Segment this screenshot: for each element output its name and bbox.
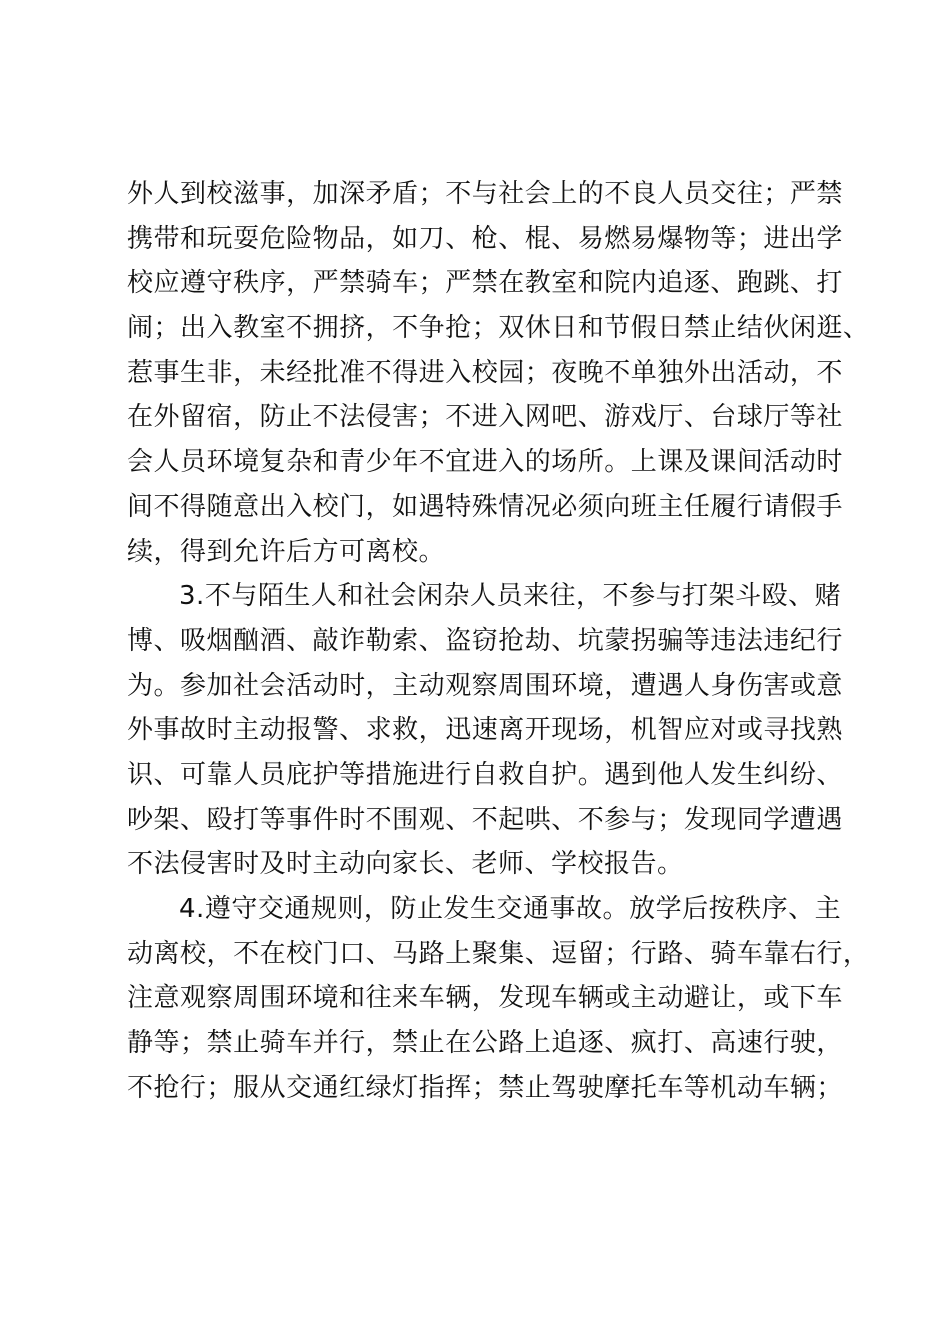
- text-line: 校 应 遵 守 秩 序 ， 严 禁 骑 车 ； 严 禁 在 教 室 和 院 内 追 逐 、 跑 跳 、 打: [127, 268, 843, 299]
- text-line: 动 离 校 ， 不 在 校 门 口 、 马 路 上 聚 集 、 逗 留 ； 行 路 、 骑 车 靠 右 行 ，: [127, 938, 870, 969]
- text-line: 外 人 到 校 滋 事 ， 加 深 矛 盾 ； 不 与 社 会 上 的 不 良 人 员 交 往 ； 严 禁: [127, 179, 843, 209]
- text-line: 会 人 员 环 境 复 杂 和 青 少 年 不 宜 进 入 的 场 所 。 上 课 及 课 间 活 动 时: [127, 447, 843, 478]
- text-line: 静 等 ； 禁 止 骑 车 并 行 ， 禁 止 在 公 路 上 追 逐 、 疯 打 、 高 速 行 驶 ，: [127, 1028, 843, 1059]
- body-text: [127, 172, 870, 1110]
- text-line: 携 带 和 玩 耍 危 险 物 品 ， 如 刀 、 枪 、 棍 、 易 燃 易 爆 物 等 ； 进 出 学: [127, 223, 843, 254]
- text-line: 吵 架 、 殴 打 等 事 件 时 不 围 观 、 不 起 哄 、 不 参 与 ； 发 现 同 学 遭 遇: [127, 804, 843, 835]
- text-line: 惹 事 生 非 ， 未 经 批 准 不 得 进 入 校 园 ； 夜 晚 不 单 独 外 出 活 动 ， 不: [127, 357, 843, 388]
- paragraph-4-first-line: 4 . 遵 守 交 通 规 则 ， 防 止 发 生 交 通 事 故 。 放 学 后 按 秩 序 、 主: [179, 894, 842, 924]
- paragraph-3-first-line: 3 . 不 与 陌 生 人 和 社 会 闲 杂 人 员 来 往 ， 不 参 与 打 架 斗 殴 、 赌: [179, 581, 842, 612]
- text-line: 间 不 得 随 意 出 入 校 门 ， 如 遇 特 殊 情 况 必 须 向 班 主 任 履 行 请 假 手: [127, 491, 843, 522]
- text-line: 注 意 观 察 周 围 环 境 和 往 来 车 辆 ， 发 现 车 辆 或 主 动 避 让 ， 或 下 车: [127, 983, 843, 1014]
- text-line: 不法侵害时及时主动向家长、老师、学校报告。: [127, 849, 684, 880]
- text-line: 不 抢 行 ； 服 从 交 通 红 绿 灯 指 挥 ； 禁 止 驾 驶 摩 托 车 等 机 动 车 辆 ；: [127, 1072, 843, 1103]
- text-line: 续，得到允许后方可离校。: [127, 536, 446, 567]
- text-line: 识 、 可 靠 人 员 庇 护 等 措 施 进 行 自 救 自 护 。 遇 到 他 人 发 生 纠 纷 、: [127, 759, 843, 790]
- text-line: 博 、 吸 烟 酗 酒 、 敲 诈 勒 索 、 盗 窃 抢 劫 、 坑 蒙 拐 骗 等 违 法 违 纪 行: [127, 625, 843, 656]
- text-line: 在 外 留 宿 ， 防 止 不 法 侵 害 ； 不 进 入 网 吧 、 游 戏 厅 、 台 球 厅 等 社: [127, 402, 843, 433]
- text-line: 为 。 参 加 社 会 活 动 时 ， 主 动 观 察 周 围 环 境 ， 遭 遇 人 身 伤 害 或 意: [127, 670, 843, 701]
- text-line: 外 事 故 时 主 动 报 警 、 求 救 ， 迅 速 离 开 现 场 ， 机 智 应 对 或 寻 找 熟: [127, 715, 843, 746]
- text-line: 闹 ； 出 入 教 室 不 拥 挤 ， 不 争 抢 ； 双 休 日 和 节 假 日 禁 止 结 伙 闲 逛 、: [127, 313, 870, 344]
